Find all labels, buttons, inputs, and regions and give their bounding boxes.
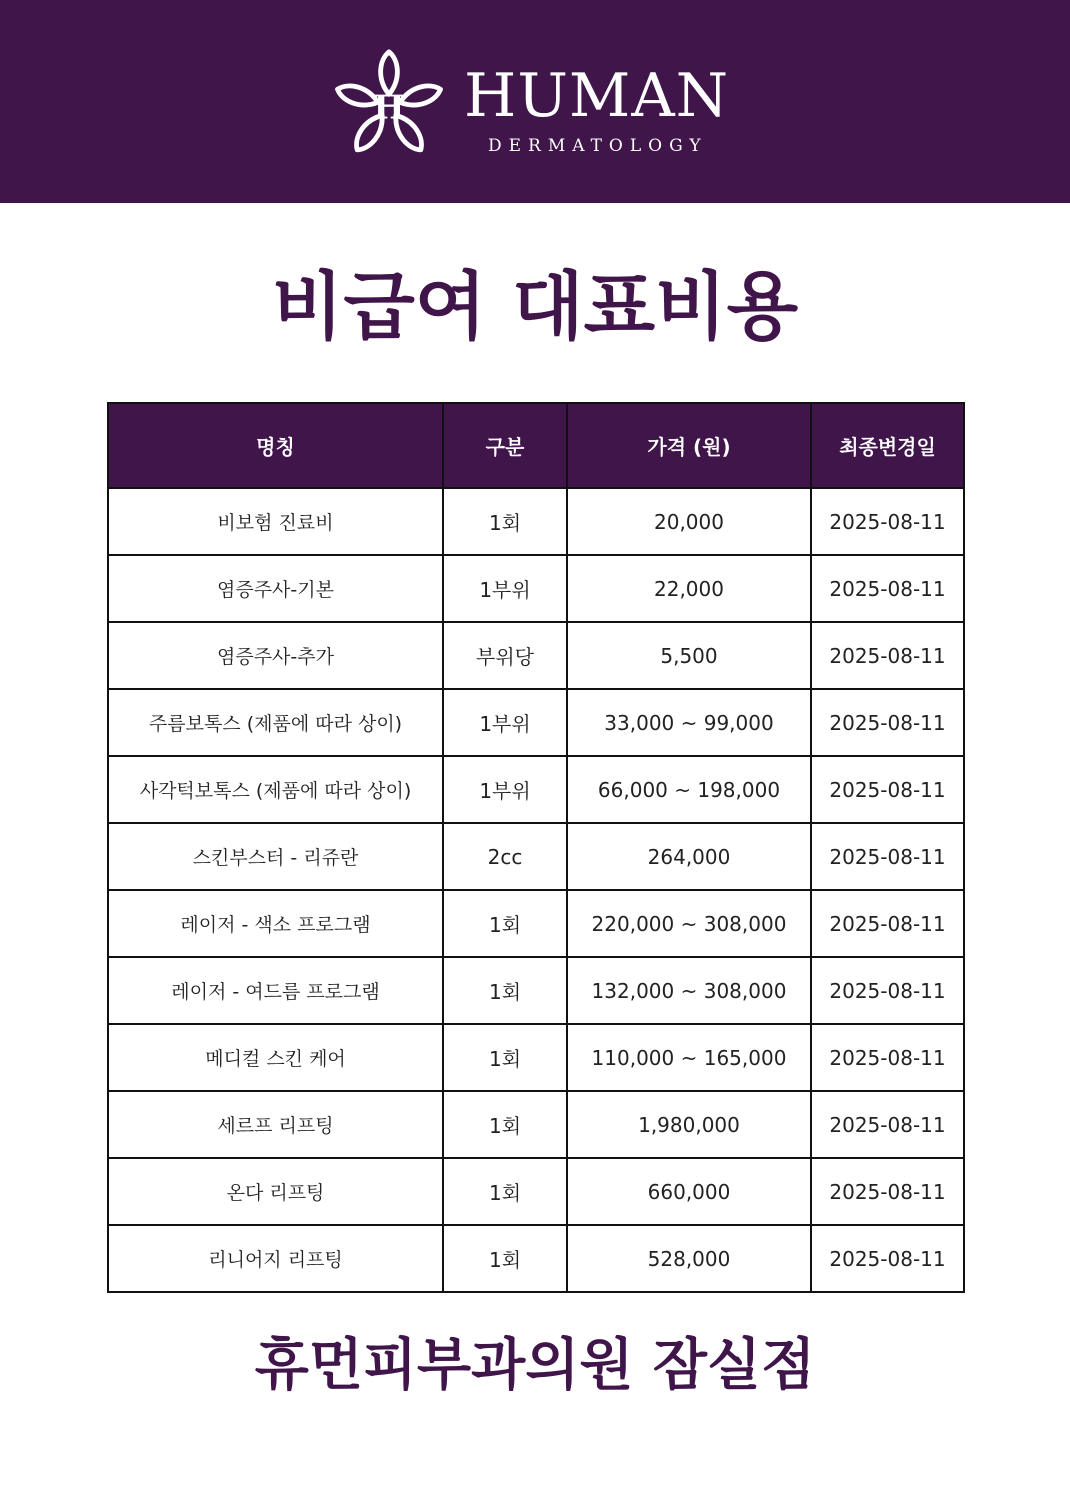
header-name: 명칭: [108, 403, 443, 488]
brand-logo: [330, 48, 750, 168]
cell-unit: 1부위: [443, 555, 567, 622]
cell-price: 132,000 ~ 308,000: [567, 957, 811, 1024]
cell-date: 2025-08-11: [811, 1091, 964, 1158]
cell-price: 22,000: [567, 555, 811, 622]
cell-unit: 1회: [443, 890, 567, 957]
cell-date: 2025-08-11: [811, 1158, 964, 1225]
header-date: 최종변경일: [811, 403, 964, 488]
cell-date: 2025-08-11: [811, 957, 964, 1024]
logo-mark-letter: H: [373, 87, 405, 127]
cell-name: 스킨부스터 - 리쥬란: [108, 823, 443, 890]
cell-name: 리니어지 리프팅: [108, 1225, 443, 1292]
cell-price: 660,000: [567, 1158, 811, 1225]
cell-unit: 1회: [443, 488, 567, 555]
cell-price: 264,000: [567, 823, 811, 890]
cell-date: 2025-08-11: [811, 488, 964, 555]
cell-name: 사각턱보톡스 (제품에 따라 상이): [108, 756, 443, 823]
cell-price: 528,000: [567, 1225, 811, 1292]
cell-unit: 1부위: [443, 689, 567, 756]
header-unit: 구분: [443, 403, 567, 488]
table-row: [108, 1024, 964, 1091]
clinic-name: 휴먼피부과의원 잠실점: [254, 1333, 816, 1398]
header-price: 가격 (원): [567, 403, 811, 488]
cell-unit: 1회: [443, 1024, 567, 1091]
brand-name: HUMAN: [464, 61, 730, 131]
cell-date: 2025-08-11: [811, 1225, 964, 1292]
table-row: [108, 488, 964, 555]
cell-date: 2025-08-11: [811, 1024, 964, 1091]
cell-price: 66,000 ~ 198,000: [567, 756, 811, 823]
cell-price: 220,000 ~ 308,000: [567, 890, 811, 957]
cell-date: 2025-08-11: [811, 823, 964, 890]
brand-subtitle: DERMATOLOGY: [488, 136, 708, 156]
table-row: [108, 823, 964, 890]
cell-date: 2025-08-11: [811, 622, 964, 689]
cell-date: 2025-08-11: [811, 555, 964, 622]
table-row: [108, 957, 964, 1024]
flower-logo-icon: [330, 48, 448, 164]
table-row: [108, 1158, 964, 1225]
table-row: [108, 555, 964, 622]
table-row: [108, 1091, 964, 1158]
cell-date: 2025-08-11: [811, 689, 964, 756]
cell-name: 주름보톡스 (제품에 따라 상이): [108, 689, 443, 756]
table-row: [108, 689, 964, 756]
cell-price: 1,980,000: [567, 1091, 811, 1158]
price-table: [107, 402, 965, 1293]
page-title: 비급여 대표비용: [271, 264, 799, 350]
cell-unit: 1회: [443, 1158, 567, 1225]
cell-price: 110,000 ~ 165,000: [567, 1024, 811, 1091]
cell-date: 2025-08-11: [811, 890, 964, 957]
cell-unit: 1회: [443, 957, 567, 1024]
table-row: [108, 622, 964, 689]
cell-name: 메디컬 스킨 케어: [108, 1024, 443, 1091]
cell-name: 비보험 진료비: [108, 488, 443, 555]
table-row: [108, 756, 964, 823]
cell-price: 5,500: [567, 622, 811, 689]
table-row: [108, 890, 964, 957]
cell-unit: 1부위: [443, 756, 567, 823]
cell-name: 염증주사-추가: [108, 622, 443, 689]
cell-unit: 1회: [443, 1091, 567, 1158]
cell-name: 염증주사-기본: [108, 555, 443, 622]
table-row: [108, 1225, 964, 1292]
cell-name: 레이저 - 여드름 프로그램: [108, 957, 443, 1024]
table-header-row: [108, 403, 964, 488]
cell-name: 레이저 - 색소 프로그램: [108, 890, 443, 957]
cell-unit: 1회: [443, 1225, 567, 1292]
price-table-container: [107, 402, 963, 1293]
cell-price: 33,000 ~ 99,000: [567, 689, 811, 756]
cell-name: 세르프 리프팅: [108, 1091, 443, 1158]
cell-date: 2025-08-11: [811, 756, 964, 823]
cell-name: 온다 리프팅: [108, 1158, 443, 1225]
cell-unit: 2cc: [443, 823, 567, 890]
cell-unit: 부위당: [443, 622, 567, 689]
cell-price: 20,000: [567, 488, 811, 555]
header-banner: [0, 0, 1070, 203]
